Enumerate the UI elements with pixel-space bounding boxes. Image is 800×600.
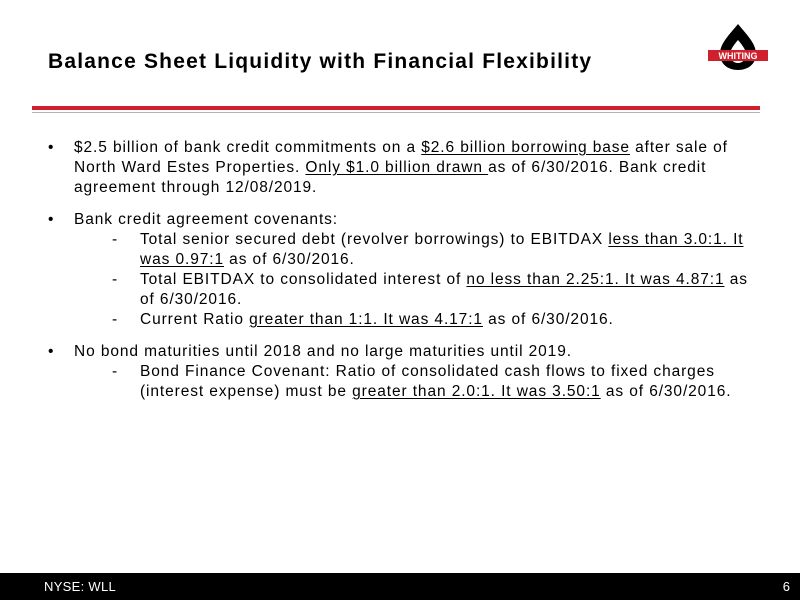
text-run: Bank credit agreement covenants: <box>74 211 339 228</box>
underlined-text: greater than 2.0:1. It was 3.50:1 <box>352 383 601 400</box>
text-run: as of 6/30/2016. <box>600 383 732 400</box>
text-run: as of 6/30/2016. <box>140 271 748 308</box>
text-run: as of 6/30/2016. Bank credit agreement through 12/08/2019. <box>74 159 707 196</box>
dash-marker: - <box>112 311 119 328</box>
bullet-text <box>74 342 760 362</box>
page-number: 6 <box>782 579 790 594</box>
dash-marker: - <box>112 363 119 380</box>
text-run: No bond maturities until 2018 and no large maturities until 2019. <box>74 343 572 360</box>
bullet-item <box>48 138 760 198</box>
slide-content <box>48 138 760 414</box>
whiting-logo <box>706 20 770 84</box>
text-run: Current Ratio <box>140 311 250 328</box>
underlined-text: Only $1.0 billion drawn <box>305 159 489 176</box>
underlined-text: no less than 2.25:1. It was 4.87:1 <box>466 271 725 288</box>
sub-bullet-item <box>74 310 760 330</box>
title-divider-red <box>32 106 760 110</box>
bullet-text <box>74 138 760 198</box>
underlined-text: $2.6 billion borrowing base <box>421 139 630 156</box>
text-run: after sale of North Ward Estes Properties. <box>74 139 728 176</box>
text-run: Total senior secured debt (revolver borrowings) to EBITDAX <box>140 231 609 248</box>
bullet-text <box>74 210 760 230</box>
sub-bullet-item <box>74 362 760 402</box>
logo-text: WHITING <box>718 51 758 61</box>
footer-ticker: NYSE: WLL <box>44 579 117 594</box>
sub-bullet-item <box>74 230 760 270</box>
sub-bullet-item <box>74 270 760 310</box>
underlined-text: greater than 1:1. It was 4.17:1 <box>249 311 483 328</box>
slide-title: Balance Sheet Liquidity with Financial Flexibility <box>48 50 593 73</box>
dash-marker: - <box>112 271 119 288</box>
text-run: as of 6/30/2016. <box>223 251 355 268</box>
text-run: Total EBITDAX to consolidated interest of <box>140 271 467 288</box>
underlined-text: less than 3.0:1. It was 0.97:1 <box>140 231 744 268</box>
bullet-item <box>48 342 760 402</box>
text-run: as of 6/30/2016. <box>482 311 614 328</box>
dash-marker: - <box>112 231 119 248</box>
footer-bar <box>0 573 800 600</box>
text-run: Bond Finance Covenant: Ratio of consolidated cash flows to fixed charges (interest expense) must be <box>140 363 715 400</box>
title-divider-gray <box>32 112 760 113</box>
text-run: $2.5 billion of bank credit commitments on a <box>74 139 422 156</box>
bullet-item <box>48 210 760 330</box>
